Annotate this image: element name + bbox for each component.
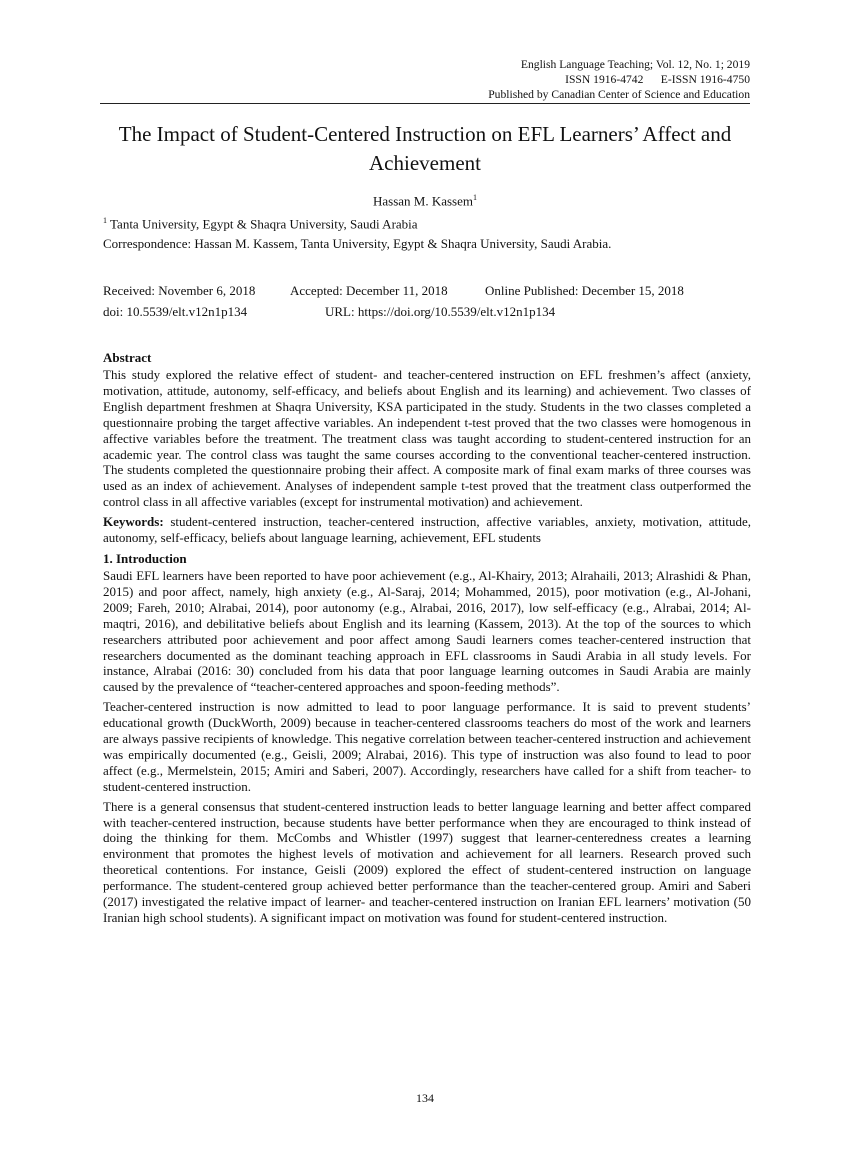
accepted-date: Accepted: December 11, 2018 <box>290 283 448 298</box>
issn-line: ISSN 1916-4742 E-ISSN 1916-4750 <box>565 73 750 86</box>
header-rule <box>100 103 750 104</box>
affiliation <box>103 212 753 233</box>
intro-paragraph: Teacher-centered instruction is now admitted to lead to poor language performance. It is said to prevent students’ educational growth (DuckWorth, 2009) because in teacher-centered classrooms teachers do most of the work and learners are always passive recipients of knowledge. This negative correlation between teacher-centered instruction and achievement was empirically documented (e.g., Geisli, 2009; Alrabai, 2016). This type of instruction was also found to lead to poor affect (e.g., Mermelstein, 2015; Amiri and Saberi, 2007). Accordingly, researchers have called for a shift from teacher- to student-centered instruction. <box>103 699 751 794</box>
received-date: Received: November 6, 2018 <box>103 283 256 298</box>
introduction-heading: 1. Introduction <box>103 550 187 566</box>
intro-paragraph: There is a general consensus that student-centered instruction leads to better language learning and better affect compared with teacher-centered instruction, because students have better performance when they are encouraged to think instead of doing the thinking for them. McCombs and Whistler (1997) suggest that learner-centeredness creates a learning environment that promotes the highest levels of motivation and achievement for all learners. Research proved such theoretical contentions. For instance, Geisli (2009) explored the effect of student-centered instruction on language performance. The student-centered group achieved better performance than the teacher-centered group. Amiri and Saberi (2017) investigated the relative impact of learner- and teacher-centered instruction on Iranian EFL learners’ motivation (50 Iranian high school students). A significant impact on motivation was found for student-centered instruction. <box>103 798 751 925</box>
article-body <box>103 349 751 930</box>
publisher-line: Published by Canadian Center of Science and Education <box>488 88 750 101</box>
journal-citation: English Language Teaching; Vol. 12, No. 1; 2019 <box>520 58 750 71</box>
keywords-text: student-centered instruction, teacher-centered instruction, affective variables, anxiety, motivation, attitude, autonomy, self-efficacy, beliefs about language learning, achievement, EFL students <box>103 514 751 546</box>
abstract-heading: Abstract <box>103 350 152 365</box>
intro-paragraph: Saudi EFL learners have been reported to have poor achievement (e.g., Al-Khairy, 2013; Alrahaili, 2013; Alrashidi & Phan, 2015) and poor affect, namely, high anxiety (e.g., Al-Saraj, 2014; Mohammed, 2015), poor motivation (e.g., Al-Johani, 2009; Fareh, 2010; Alrabai, 2014), poor autonomy (e.g., Alrabai, 2016, 2017), low self-efficacy (e.g., Alrabai, 2014; Al-maqtri, 2016), and debilitative beliefs about English and its learning (Kassem, 2013). At the top of the sources to which researchers attributed poor achievement and poor affect among Saudi learners comes teacher-centered instruction that researchers documented as the dominant teaching approach in EFL classrooms in Saudi Arabia in all study levels. For instance, Alrabai (2016: 30) concluded from his data that poor language learning outcomes in Saudi Arabia are mainly caused by the prevalence of “teacher-centered approaches and spoon-feeding methods”. <box>103 567 751 695</box>
article-url: URL: https://doi.org/10.5539/elt.v12n1p134 <box>325 304 556 319</box>
publication-dates <box>103 281 684 301</box>
page-number: 134 <box>416 1091 434 1105</box>
doi-url-line <box>103 302 555 322</box>
doi: doi: 10.5539/elt.v12n1p134 <box>103 304 248 319</box>
author-superscript: 1 <box>473 193 477 202</box>
running-header <box>488 57 750 102</box>
author-line <box>100 189 750 209</box>
abstract-text: This study explored the relative effect of student- and teacher-centered instruction on EFL freshmen’s affect (anxiety, motivation, attitude, autonomy, self-efficacy, and beliefs about English and its learning) and achievement. Two classes of English department freshmen at Shaqra University, KSA participated in the study. Students in the two classes completed a questionnaire probing the target affective variables. An independent t-test proved that the two classes were homogenous in affective variables before the treatment. The treatment class was taught according to student-centered instruction for an academic year. The control class was taught the same courses according to the conventional teacher-centered instruction. The students completed the questionnaire probing their affect. A composite mark of final exam marks of three courses was used as an index of achievement. Analyses of independent sample t-test proved that the treatment class outperformed the control class in all affective variables (except for instrumental motivation) and achievement. <box>103 367 751 510</box>
correspondence: Correspondence: Hassan M. Kassem, Tanta University, Egypt & Shaqra University, Saudi Arabia. <box>103 236 612 251</box>
article-title: The Impact of Student-Centered Instruction on EFL Learners’ Affect and Achievement <box>118 122 732 175</box>
keywords <box>103 514 751 546</box>
author-name: Hassan M. Kassem <box>372 193 473 209</box>
affiliation-text: Tanta University, Egypt & Shaqra University, Saudi Arabia <box>107 216 418 232</box>
affiliation-superscript: 1 <box>103 216 107 225</box>
online-published-date: Online Published: December 15, 2018 <box>485 283 684 298</box>
keywords-label: Keywords: <box>103 514 164 530</box>
